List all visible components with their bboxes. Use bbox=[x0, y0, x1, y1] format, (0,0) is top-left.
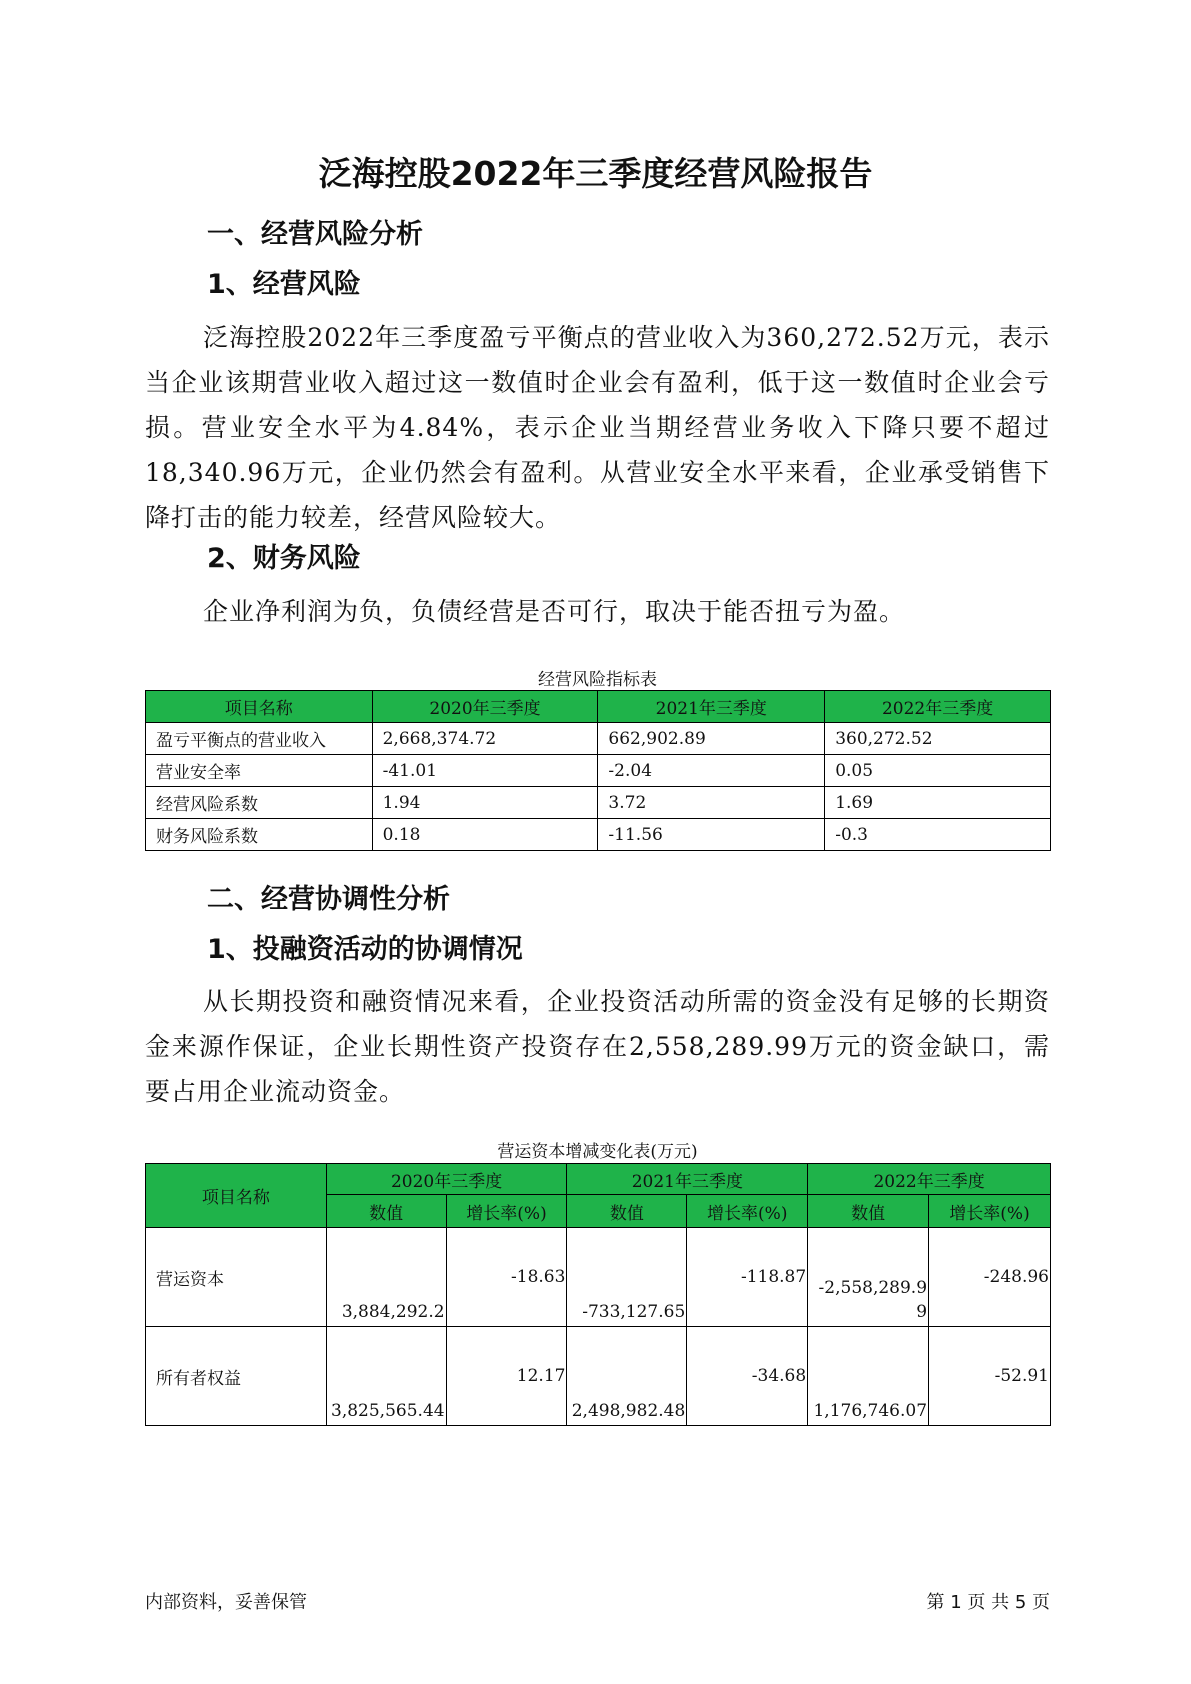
table-row bbox=[146, 723, 1051, 755]
value-cell: -733,127.65 bbox=[567, 1228, 687, 1327]
table-cell: 662,902.89 bbox=[598, 723, 825, 755]
value-cell: 2,498,982.48 bbox=[567, 1327, 687, 1426]
table-cell: 1.94 bbox=[372, 787, 598, 819]
table-caption-risk: 经营风险指标表 bbox=[538, 670, 657, 690]
subsection-heading-2-1: 1、投融资活动的协调情况 bbox=[207, 934, 523, 965]
table-cell: -2.04 bbox=[598, 755, 825, 787]
table-cell: -0.3 bbox=[825, 819, 1051, 851]
rate-header: 增长率(%) bbox=[929, 1195, 1051, 1228]
value-header: 数值 bbox=[808, 1195, 929, 1228]
rate-cell: -34.68 bbox=[687, 1327, 808, 1426]
row-label: 经营风险系数 bbox=[146, 787, 373, 819]
value-cell: 1,176,746.07 bbox=[808, 1327, 929, 1426]
table-row bbox=[146, 755, 1051, 787]
table-cell: 1.69 bbox=[825, 787, 1051, 819]
paragraph-operating-risk: 泛海控股2022年三季度盈亏平衡点的营业收入为360,272.52万元，表示当企业该期营业收入超过这一数值时企业会有盈利，低于这一数值时企业会亏损。营业安全水平为4.84%，表示企业当期经营业务收入下降只要不超过18,340.96万元，企业仍然会有盈利。从营业安全水平来看，企业承受销售下降打击的能力较差，经营风险较大。 bbox=[145, 323, 1050, 532]
table-cell: -41.01 bbox=[372, 755, 598, 787]
footer-page-number: 第 1 页 共 5 页 bbox=[926, 1592, 1050, 1613]
period-header: 2021年三季度 bbox=[567, 1164, 808, 1195]
table-row bbox=[146, 1327, 1051, 1426]
value-header: 数值 bbox=[567, 1195, 687, 1228]
working-capital-table bbox=[145, 1163, 1051, 1426]
table-cell: 3.72 bbox=[598, 787, 825, 819]
col-header: 项目名称 bbox=[146, 691, 373, 723]
rate-cell: 12.17 bbox=[446, 1327, 567, 1426]
value-cell: 3,884,292.2 bbox=[326, 1228, 446, 1327]
col-header: 2022年三季度 bbox=[825, 691, 1051, 723]
row-label: 营运资本 bbox=[146, 1228, 327, 1327]
table-cell: -11.56 bbox=[598, 819, 825, 851]
rate-cell: -118.87 bbox=[687, 1228, 808, 1327]
row-label: 营业安全率 bbox=[146, 755, 373, 787]
table-cell: 360,272.52 bbox=[825, 723, 1051, 755]
subsection-heading-1-2: 2、财务风险 bbox=[207, 543, 361, 574]
table-row bbox=[146, 787, 1051, 819]
col-header-name: 项目名称 bbox=[146, 1164, 327, 1228]
table-caption-working-capital: 营运资本增减变化表(万元) bbox=[497, 1142, 698, 1162]
table-cell: 0.18 bbox=[372, 819, 598, 851]
table-row bbox=[146, 1228, 1051, 1327]
table-cell: 0.05 bbox=[825, 755, 1051, 787]
footer-confidential-note: 内部资料，妥善保管 bbox=[145, 1592, 307, 1613]
paragraph-investment-financing: 从长期投资和融资情况来看，企业投资活动所需的资金没有足够的长期资金来源作保证，企业长期性资产投资存在2,558,289.99万元的资金缺口，需要占用企业流动资金。 bbox=[145, 987, 1050, 1106]
col-header: 2020年三季度 bbox=[372, 691, 598, 723]
table-row bbox=[146, 819, 1051, 851]
value-cell: 3,825,565.44 bbox=[326, 1327, 446, 1426]
value-header: 数值 bbox=[326, 1195, 446, 1228]
row-label: 财务风险系数 bbox=[146, 819, 373, 851]
rate-cell: -52.91 bbox=[929, 1327, 1051, 1426]
row-label: 盈亏平衡点的营业收入 bbox=[146, 723, 373, 755]
period-header: 2022年三季度 bbox=[808, 1164, 1051, 1195]
rate-cell: -18.63 bbox=[446, 1228, 567, 1327]
paragraph-financial-risk: 企业净利润为负，负债经营是否可行，取决于能否扭亏为盈。 bbox=[203, 597, 906, 626]
section-heading-1: 一、经营风险分析 bbox=[207, 219, 423, 250]
section-heading-2: 二、经营协调性分析 bbox=[207, 884, 450, 915]
col-header: 2021年三季度 bbox=[598, 691, 825, 723]
rate-header: 增长率(%) bbox=[687, 1195, 808, 1228]
page-title: 泛海控股2022年三季度经营风险报告 bbox=[318, 154, 873, 193]
risk-indicator-table bbox=[145, 690, 1051, 851]
rate-header: 增长率(%) bbox=[446, 1195, 567, 1228]
rate-cell: -248.96 bbox=[929, 1228, 1051, 1327]
table-cell: 2,668,374.72 bbox=[372, 723, 598, 755]
subsection-heading-1-1: 1、经营风险 bbox=[207, 269, 361, 300]
period-header: 2020年三季度 bbox=[326, 1164, 567, 1195]
value-cell: -2,558,289.99 bbox=[808, 1228, 929, 1327]
row-label: 所有者权益 bbox=[146, 1327, 327, 1426]
